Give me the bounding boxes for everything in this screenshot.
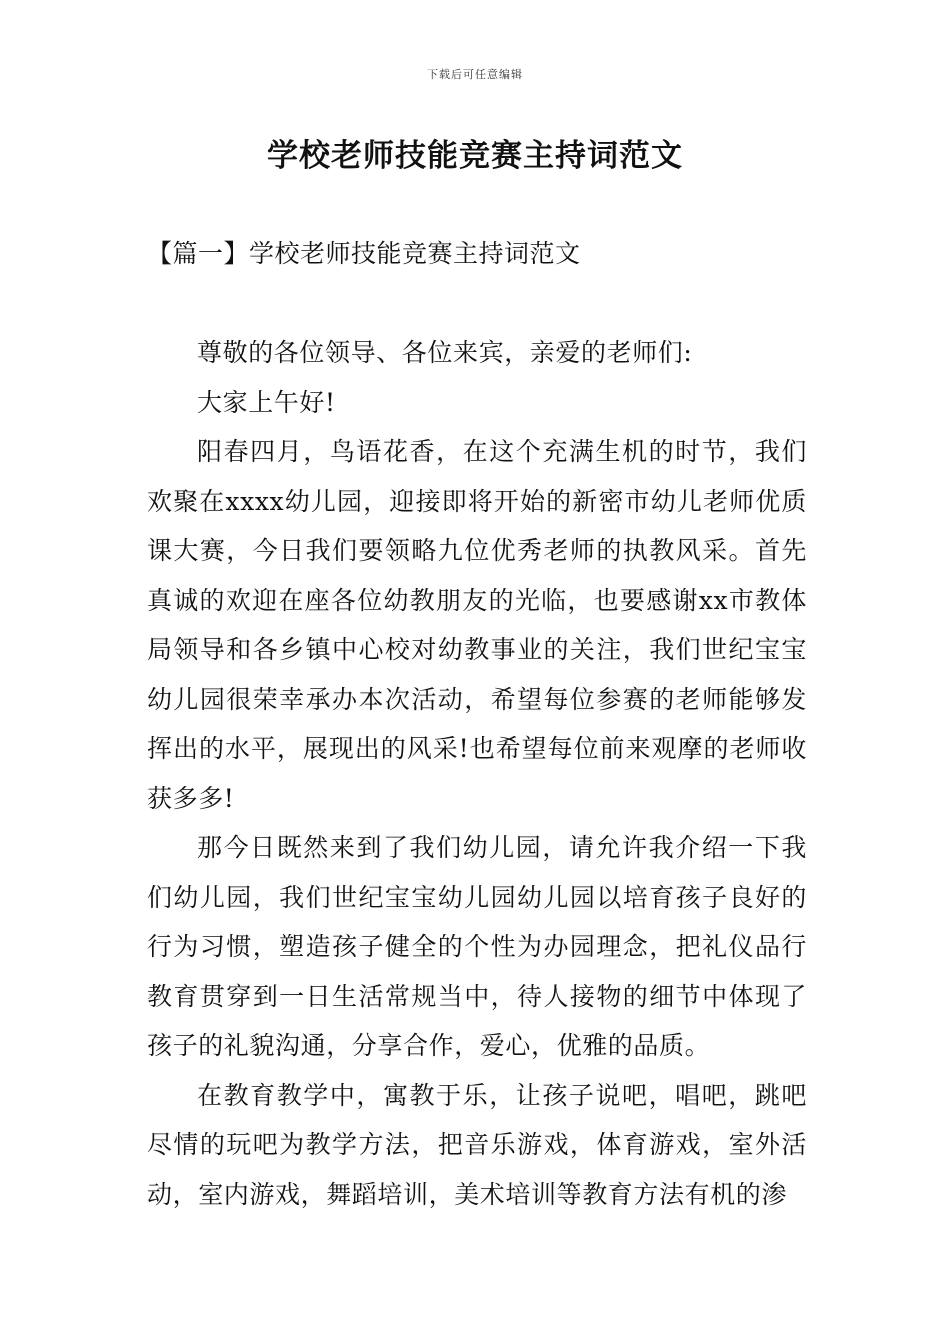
body-paragraph: 那今日既然来到了我们幼儿园，请允许我介绍一下我们幼儿园，我们世纪宝宝幼儿园幼儿园以培育孩子良好的行为习惯，塑造孩子健全的个性为办园理念，把礼仪品行教育贯穿到一日生活常规当中，待人接物的细节中体现了孩子的礼貌沟通，分享合作，爱心，优雅的品质。 [147,833,807,1060]
body-paragraph: 阳春四月，鸟语花香，在这个充满生机的时节，我们欢聚在xxxx幼儿园，迎接即将开始的新密市幼儿老师优质课大赛，今日我们要领略九位优秀老师的执教风采。首先真诚的欢迎在座各位幼教朋友的光临，也要感谢xx市教体局领导和各乡镇中心校对幼教事业的关注，我们世纪宝宝幼儿园很荣幸承办本次活动，希望每位参赛的老师能够发挥出的水平，展现出的风采!也希望每位前来观摩的老师收获多多! [147,437,807,813]
salutation-paragraph: 大家上午好! [197,387,336,417]
body-paragraph: 在教育教学中，寓教于乐，让孩子说吧，唱吧，跳吧尽情的玩吧为教学方法，把音乐游戏，体育游戏，室外活动，室内游戏，舞蹈培训，美术培训等教育方法有机的渗 [147,1080,807,1209]
document-title: 学校老师技能竞赛主持词范文 [267,138,683,174]
section-heading: 【篇一】学校老师技能竞赛主持词范文 [147,239,581,268]
document-body [147,328,807,1219]
greeting-paragraph: 尊敬的各位领导、各位来宾，亲爱的老师们: [197,338,693,367]
page-header-note: 下载后可任意编辑 [427,68,523,81]
